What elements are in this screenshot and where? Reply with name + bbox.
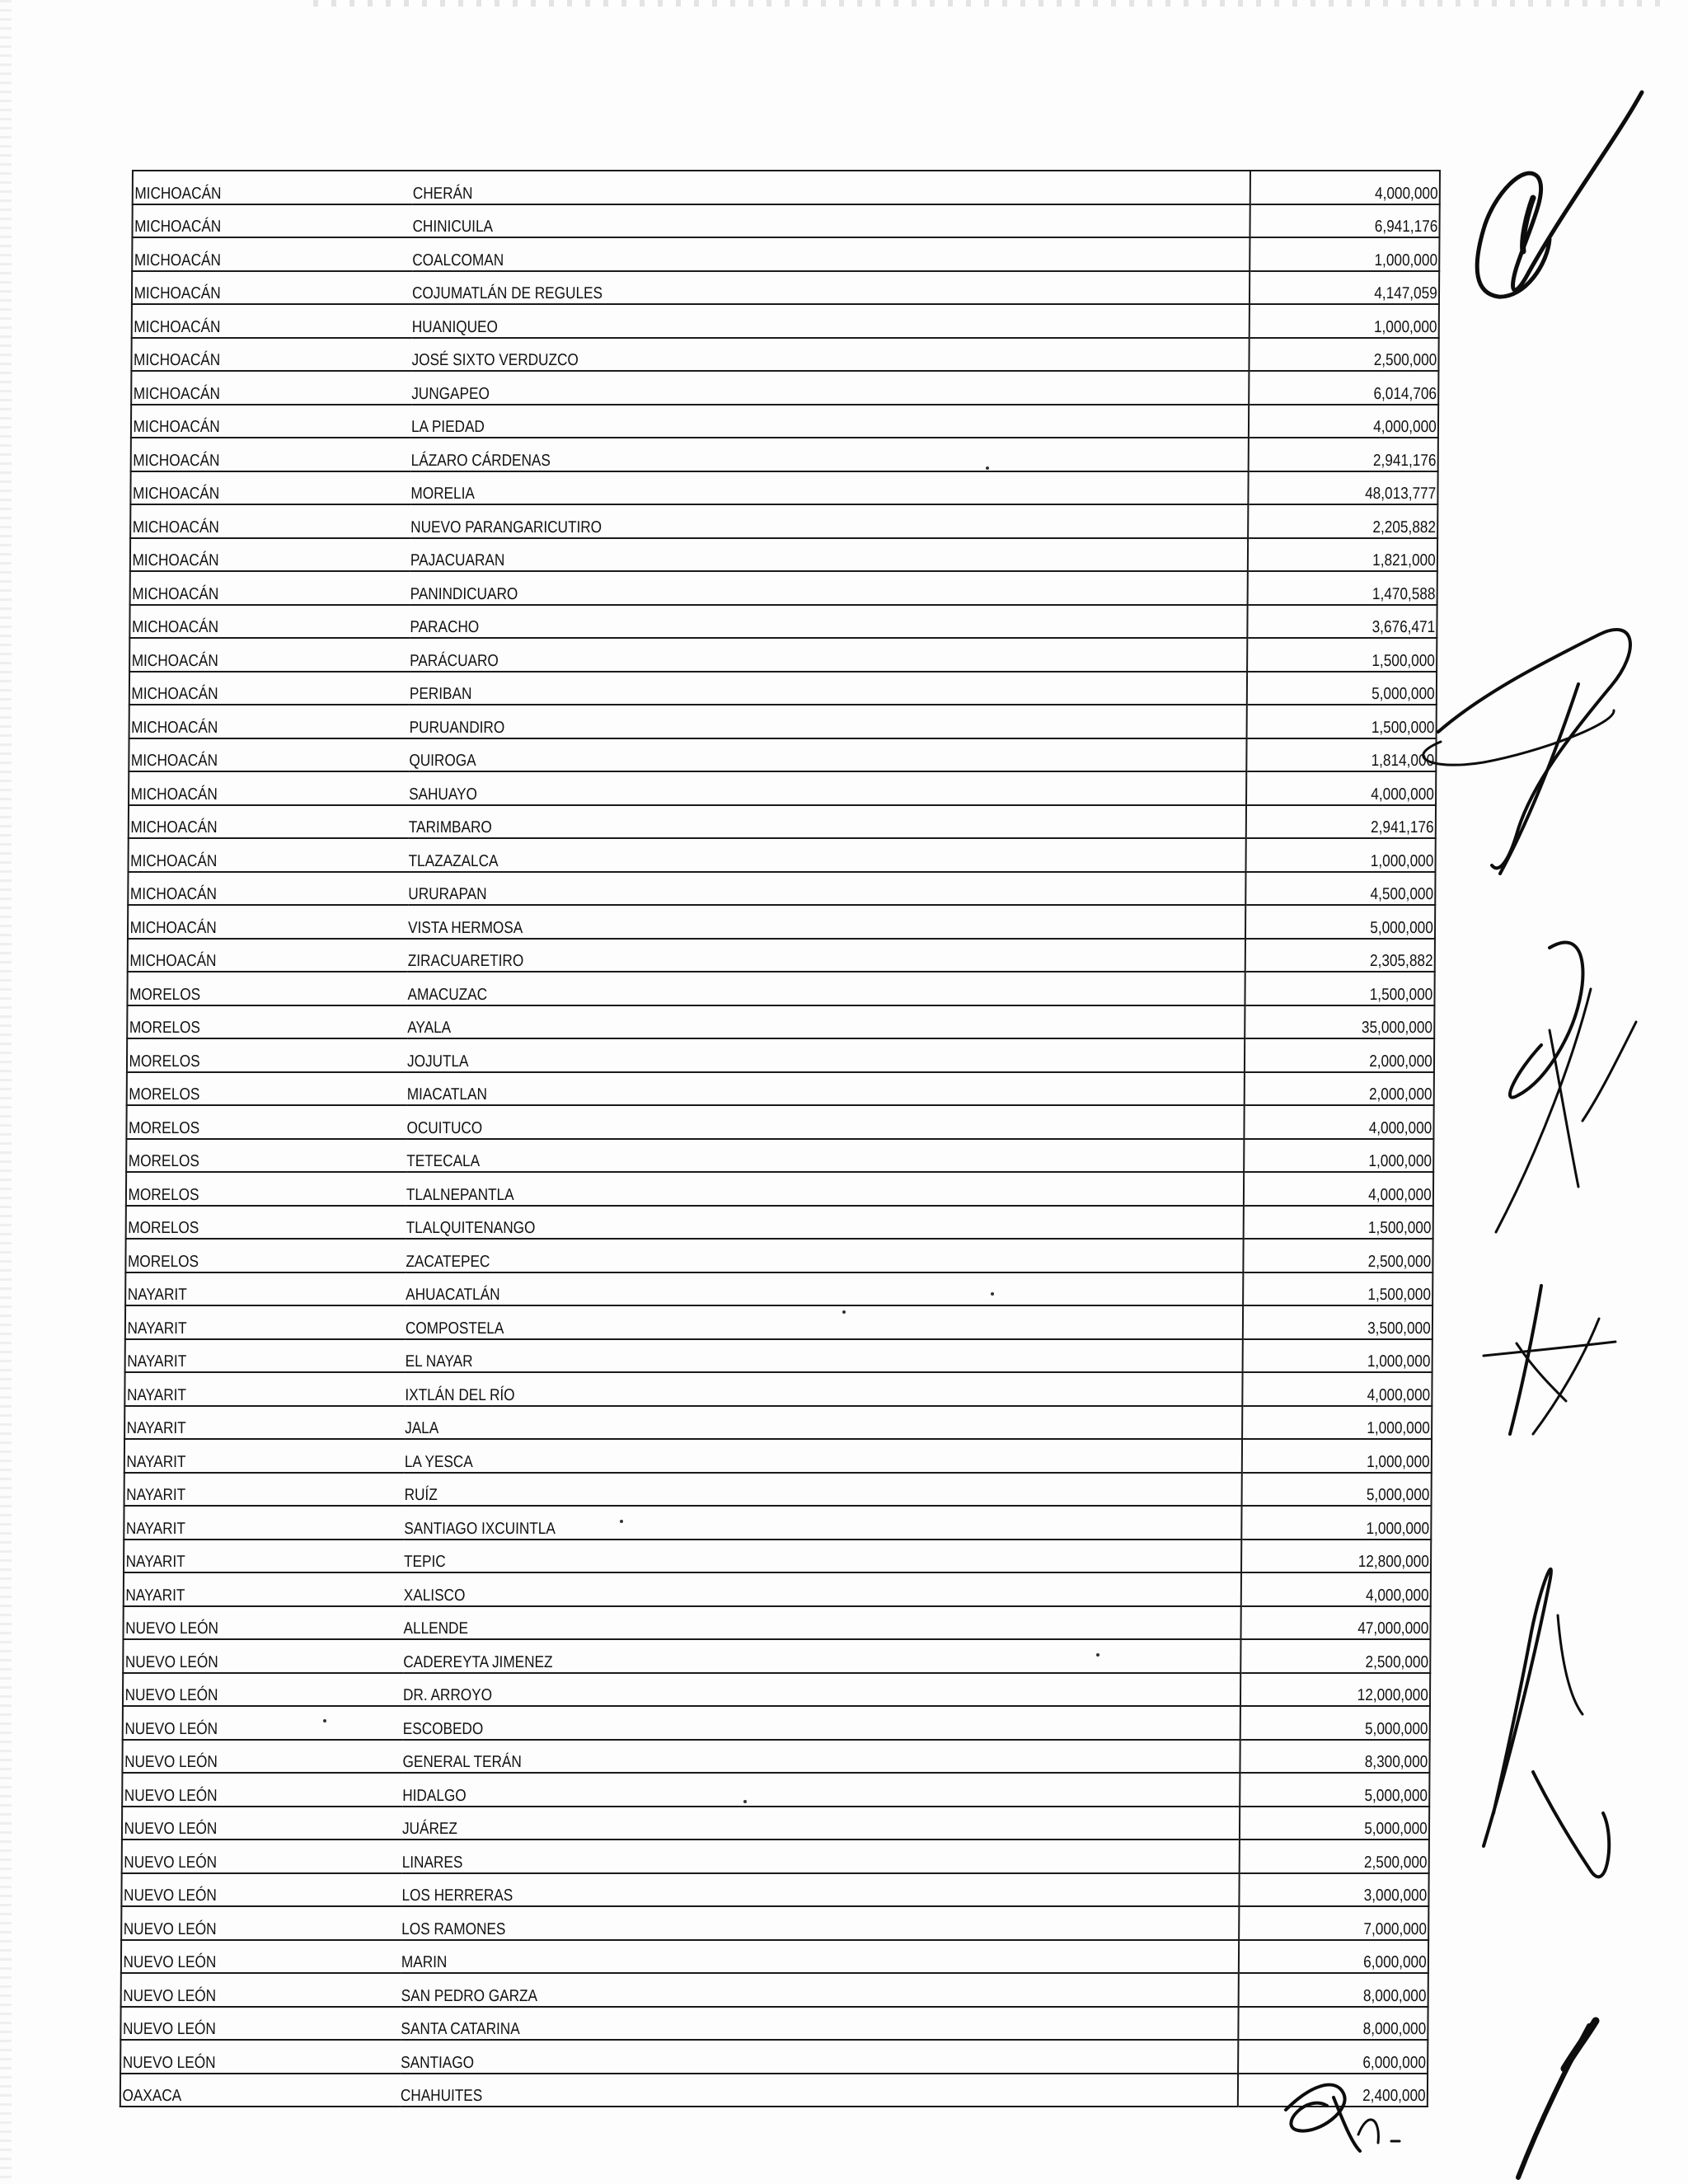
amount-cell: 1,000,000: [1276, 304, 1439, 338]
table-row: [121, 1873, 1428, 1907]
table-row: [124, 1540, 1431, 1573]
amount-cell: 1,470,588: [1273, 571, 1437, 605]
table-row: [129, 838, 1436, 872]
amount-cell: 8,300,000: [1266, 1740, 1429, 1774]
amount-cell: 2,500,000: [1267, 1639, 1430, 1673]
amount-cell: 1,000,000: [1276, 237, 1439, 271]
state-cell: MICHOACÁN: [128, 905, 369, 939]
state-cell: MORELOS: [127, 1005, 368, 1039]
municipality-cell: PAJACUARAN: [410, 538, 1130, 572]
state-cell: MICHOACÁN: [129, 838, 370, 872]
table-row: [124, 1572, 1431, 1606]
state-cell: MICHOACÁN: [131, 338, 373, 372]
amount-cell: 6,014,706: [1275, 371, 1438, 405]
state-cell: MICHOACÁN: [129, 771, 370, 805]
amount-cell: 4,000,000: [1268, 1572, 1431, 1606]
state-cell: MICHOACÁN: [128, 872, 369, 906]
amount-cell: 5,000,000: [1273, 672, 1437, 705]
amount-cell: 4,000,000: [1275, 405, 1438, 438]
municipality-cell: AMACUZAC: [408, 972, 1128, 1005]
municipality-cell: PANINDICUARO: [410, 571, 1130, 605]
state-cell: NAYARIT: [124, 1439, 366, 1473]
municipality-cell: HIDALGO: [403, 1773, 1123, 1807]
table-row: [131, 371, 1438, 405]
table-row: [124, 1372, 1432, 1406]
state-cell: MORELOS: [126, 1206, 368, 1240]
table-row: [131, 338, 1438, 372]
state-cell: NUEVO LEÓN: [122, 1740, 363, 1774]
state-cell: MICHOACÁN: [131, 405, 373, 438]
table-row: [122, 1807, 1429, 1840]
table-row: [127, 1038, 1434, 1072]
allocation-table-body: [120, 171, 1440, 2107]
state-cell: MORELOS: [127, 1038, 368, 1072]
amount-cell: 8,000,000: [1265, 1973, 1428, 2007]
scan-speck: [620, 1520, 623, 1523]
amount-cell: 12,800,000: [1268, 1540, 1431, 1573]
table-row: [131, 438, 1438, 471]
amount-cell: 1,000,000: [1270, 1139, 1433, 1173]
municipality-cell: LOS RAMONES: [402, 1906, 1122, 1940]
amount-cell: 1,000,000: [1268, 1439, 1432, 1473]
municipality-cell: RUÍZ: [405, 1473, 1124, 1507]
state-cell: NAYARIT: [124, 1506, 365, 1540]
amount-cell: 6,000,000: [1265, 1940, 1428, 1974]
state-cell: NUEVO LEÓN: [122, 1773, 363, 1807]
amount-cell: 1,500,000: [1271, 972, 1434, 1005]
state-cell: NUEVO LEÓN: [122, 1840, 363, 1873]
municipality-cell: SANTIAGO: [401, 2040, 1121, 2074]
table-row: [120, 2074, 1428, 2107]
municipality-cell: SANTA CATARINA: [401, 2007, 1121, 2041]
table-row: [120, 2040, 1428, 2074]
state-cell: NUEVO LEÓN: [120, 2040, 362, 2074]
state-cell: MICHOACÁN: [129, 605, 371, 639]
amount-cell: 6,000,000: [1264, 2040, 1428, 2074]
municipality-cell: PARÁCUARO: [410, 638, 1129, 672]
state-cell: MICHOACÁN: [130, 471, 372, 505]
amount-cell: 48,013,777: [1274, 471, 1437, 505]
table-row: [126, 1139, 1433, 1173]
amount-cell: 5,000,000: [1266, 1807, 1429, 1840]
state-cell: MORELOS: [126, 1105, 368, 1139]
municipality-cell: CHAHUITES: [401, 2074, 1120, 2107]
municipality-cell: ZIRACUARETIRO: [408, 939, 1128, 972]
table-row: [125, 1305, 1432, 1339]
amount-cell: 2,941,176: [1273, 805, 1436, 839]
table-row: [124, 1406, 1432, 1440]
municipality-cell: NUEVO PARANGARICUTIRO: [411, 504, 1131, 538]
scan-speck: [991, 1292, 994, 1296]
table-row: [130, 504, 1437, 538]
municipality-cell: PERIBAN: [410, 672, 1129, 705]
amount-cell: 1,821,000: [1274, 538, 1437, 572]
scan-speck: [842, 1310, 846, 1314]
table-row: [122, 1840, 1429, 1873]
state-cell: NUEVO LEÓN: [121, 1940, 363, 1974]
state-cell: NAYARIT: [125, 1305, 367, 1339]
amount-cell: 4,000,000: [1273, 771, 1436, 805]
state-cell: NUEVO LEÓN: [122, 1807, 363, 1840]
municipality-cell: PARACHO: [410, 605, 1130, 639]
table-row: [126, 1172, 1433, 1206]
state-cell: NAYARIT: [124, 1540, 365, 1573]
table-row: [125, 1272, 1432, 1306]
amount-cell: 3,676,471: [1273, 605, 1437, 639]
table-row: [128, 905, 1435, 939]
amount-cell: 6,941,176: [1276, 204, 1439, 238]
state-cell: MICHOACÁN: [130, 571, 372, 605]
scan-speck: [743, 1800, 747, 1803]
amount-cell: 1,000,000: [1268, 1506, 1431, 1540]
amount-cell: 1,500,000: [1269, 1272, 1432, 1306]
municipality-cell: JOJUTLA: [407, 1038, 1127, 1072]
table-row: [125, 1239, 1432, 1272]
table-row: [125, 1339, 1432, 1373]
amount-cell: 4,000,000: [1277, 171, 1440, 204]
amount-cell: 5,000,000: [1272, 905, 1435, 939]
table-row: [124, 1439, 1432, 1473]
municipality-cell: CHINICUILA: [413, 204, 1132, 238]
state-cell: MICHOACÁN: [132, 271, 373, 305]
table-row: [129, 738, 1436, 772]
municipality-cell: IXTLÁN DEL RÍO: [406, 1372, 1125, 1406]
amount-cell: 2,400,000: [1264, 2074, 1428, 2107]
amount-cell: 1,000,000: [1268, 1406, 1432, 1440]
table-row: [122, 1773, 1429, 1807]
municipality-cell: TLALQUITENANGO: [406, 1206, 1126, 1240]
municipality-cell: LA YESCA: [405, 1439, 1124, 1473]
amount-cell: 2,000,000: [1271, 1072, 1434, 1106]
amount-cell: 2,500,000: [1275, 338, 1438, 372]
municipality-cell: JOSÉ SIXTO VERDUZCO: [412, 338, 1132, 372]
table-row: [129, 771, 1436, 805]
state-cell: MICHOACÁN: [129, 638, 371, 672]
amount-cell: 3,000,000: [1265, 1873, 1428, 1907]
municipality-cell: MORELIA: [411, 471, 1131, 505]
table-row: [121, 1973, 1428, 2007]
state-cell: OAXACA: [120, 2074, 362, 2107]
state-cell: MICHOACÁN: [131, 438, 373, 471]
municipality-cell: TLAZAZALCA: [409, 838, 1128, 872]
table-row: [126, 1105, 1433, 1139]
municipality-cell: TLALNEPANTLA: [406, 1172, 1126, 1206]
municipality-cell: COALCOMAN: [413, 237, 1132, 271]
municipality-cell: LOS HERRERAS: [402, 1873, 1122, 1907]
municipality-cell: CHERÁN: [413, 171, 1132, 204]
state-cell: NUEVO LEÓN: [123, 1606, 364, 1640]
amount-cell: 1,500,000: [1273, 705, 1436, 738]
state-cell: NUEVO LEÓN: [121, 1873, 363, 1907]
municipality-cell: DR. ARROYO: [403, 1673, 1123, 1707]
state-cell: MICHOACÁN: [132, 304, 373, 338]
table-row: [130, 571, 1437, 605]
municipality-cell: JALA: [405, 1406, 1124, 1440]
table-row: [130, 471, 1437, 505]
table-row: [123, 1673, 1430, 1707]
state-cell: MICHOACÁN: [128, 939, 369, 972]
table-row: [128, 939, 1435, 972]
state-cell: MORELOS: [125, 1239, 367, 1272]
table-row: [132, 271, 1439, 305]
municipality-cell: TETECALA: [407, 1139, 1127, 1173]
state-cell: MICHOACÁN: [132, 204, 373, 238]
municipality-cell: OCUITUCO: [407, 1105, 1127, 1139]
amount-cell: 4,000,000: [1270, 1172, 1433, 1206]
amount-cell: 3,500,000: [1269, 1305, 1432, 1339]
amount-cell: 4,000,000: [1268, 1372, 1432, 1406]
municipality-cell: LINARES: [402, 1840, 1122, 1873]
municipality-cell: ALLENDE: [404, 1606, 1123, 1640]
state-cell: MORELOS: [126, 1139, 368, 1173]
table-row: [126, 1206, 1433, 1240]
amount-cell: 2,941,176: [1275, 438, 1438, 471]
municipality-cell: EL NAYAR: [406, 1339, 1125, 1373]
state-cell: NUEVO LEÓN: [123, 1639, 364, 1673]
allocation-table: [120, 170, 1441, 2107]
amount-cell: 1,000,000: [1272, 838, 1435, 872]
state-cell: MICHOACÁN: [133, 171, 374, 204]
table-row: [130, 538, 1437, 572]
municipality-cell: VISTA HERMOSA: [408, 905, 1128, 939]
table-row: [129, 638, 1437, 672]
state-cell: NUEVO LEÓN: [121, 1973, 363, 2007]
table-row: [123, 1639, 1430, 1673]
municipality-cell: HUANIQUEO: [412, 304, 1132, 338]
table-row: [127, 1072, 1434, 1106]
amount-cell: 1,500,000: [1270, 1206, 1433, 1240]
amount-cell: 2,000,000: [1271, 1038, 1434, 1072]
municipality-cell: TARIMBARO: [409, 805, 1128, 839]
scan-speck: [323, 1719, 326, 1722]
table-row: [123, 1706, 1430, 1740]
amount-cell: 47,000,000: [1267, 1606, 1430, 1640]
table-row: [132, 237, 1439, 271]
amount-cell: 2,500,000: [1269, 1239, 1432, 1272]
state-cell: NUEVO LEÓN: [123, 1706, 364, 1740]
state-cell: MORELOS: [127, 972, 368, 1005]
table-row: [129, 672, 1437, 705]
table-row: [124, 1473, 1432, 1507]
scan-edge-noise: [0, 0, 12, 2184]
municipality-cell: LA PIEDAD: [411, 405, 1131, 438]
municipality-cell: QUIROGA: [410, 738, 1129, 772]
amount-cell: 1,000,000: [1268, 1339, 1432, 1373]
amount-cell: 2,205,882: [1274, 504, 1437, 538]
state-cell: NAYARIT: [124, 1406, 366, 1440]
state-cell: NUEVO LEÓN: [120, 2007, 362, 2041]
table-row: [124, 1506, 1431, 1540]
municipality-cell: MIACATLAN: [407, 1072, 1127, 1106]
amount-cell: 5,000,000: [1268, 1473, 1431, 1507]
table-row: [121, 1940, 1428, 1974]
table-row: [127, 1005, 1434, 1039]
table-row: [129, 605, 1437, 639]
state-cell: NAYARIT: [124, 1473, 366, 1507]
table-row: [132, 304, 1439, 338]
municipality-cell: XALISCO: [404, 1572, 1123, 1606]
amount-cell: 4,147,059: [1276, 271, 1439, 305]
municipality-cell: ESCOBEDO: [403, 1706, 1123, 1740]
municipality-cell: JUÁREZ: [402, 1807, 1122, 1840]
amount-cell: 1,500,000: [1273, 638, 1437, 672]
municipality-cell: GENERAL TERÁN: [403, 1740, 1123, 1774]
amount-cell: 2,500,000: [1266, 1840, 1429, 1873]
municipality-cell: PURUANDIRO: [410, 705, 1129, 738]
state-cell: MICHOACÁN: [129, 805, 370, 839]
municipality-cell: SAN PEDRO GARZA: [401, 1973, 1121, 2007]
table-row: [128, 872, 1435, 906]
state-cell: NUEVO LEÓN: [121, 1906, 363, 1940]
state-cell: MICHOACÁN: [130, 538, 372, 572]
state-cell: MORELOS: [126, 1172, 368, 1206]
state-cell: NUEVO LEÓN: [123, 1673, 364, 1707]
municipality-cell: ZACATEPEC: [406, 1239, 1126, 1272]
table-row: [132, 204, 1439, 238]
table-row: [123, 1606, 1430, 1640]
table-row: [121, 1906, 1428, 1940]
amount-cell: 1,814,000: [1273, 738, 1436, 772]
state-cell: MICHOACÁN: [129, 738, 370, 772]
table-row: [129, 805, 1436, 839]
municipality-cell: AHUACATLÁN: [406, 1272, 1126, 1306]
state-cell: NAYARIT: [125, 1339, 367, 1373]
amount-cell: 4,500,000: [1272, 872, 1435, 906]
amount-cell: 8,000,000: [1264, 2007, 1428, 2041]
scan-speck: [1096, 1653, 1100, 1657]
amount-cell: 5,000,000: [1267, 1706, 1430, 1740]
scan-top-noise: [313, 0, 1665, 7]
municipality-cell: AYALA: [408, 1005, 1128, 1039]
scan-speck: [986, 466, 989, 470]
amount-cell: 5,000,000: [1266, 1773, 1429, 1807]
municipality-cell: JUNGAPEO: [412, 371, 1132, 405]
municipality-cell: LÁZARO CÁRDENAS: [411, 438, 1131, 471]
table-row: [131, 405, 1438, 438]
municipality-cell: MARIN: [401, 1940, 1121, 1974]
state-cell: MICHOACÁN: [131, 371, 373, 405]
state-cell: NAYARIT: [124, 1372, 366, 1406]
municipality-cell: SANTIAGO IXCUINTLA: [405, 1506, 1124, 1540]
table-row: [122, 1740, 1429, 1774]
amount-cell: 7,000,000: [1265, 1906, 1428, 1940]
municipality-cell: TEPIC: [404, 1540, 1123, 1573]
municipality-cell: COMPOSTELA: [406, 1305, 1125, 1339]
state-cell: NAYARIT: [125, 1272, 367, 1306]
state-cell: MICHOACÁN: [129, 672, 371, 705]
state-cell: MICHOACÁN: [129, 705, 371, 738]
table-row: [133, 171, 1440, 204]
table-row: [127, 972, 1434, 1005]
municipality-cell: CADEREYTA JIMENEZ: [404, 1639, 1123, 1673]
state-cell: NAYARIT: [124, 1572, 365, 1606]
municipality-cell: COJUMATLÁN DE REGULES: [412, 271, 1132, 305]
table-row: [129, 705, 1437, 738]
state-cell: MICHOACÁN: [132, 237, 373, 271]
table-row: [120, 2007, 1428, 2041]
municipality-cell: URURAPAN: [409, 872, 1128, 906]
state-cell: MICHOACÁN: [130, 504, 372, 538]
amount-cell: 12,000,000: [1267, 1673, 1430, 1707]
amount-cell: 35,000,000: [1271, 1005, 1434, 1039]
amount-cell: 2,305,882: [1272, 939, 1435, 972]
municipality-cell: SAHUAYO: [409, 771, 1128, 805]
amount-cell: 4,000,000: [1270, 1105, 1433, 1139]
state-cell: MORELOS: [127, 1072, 368, 1106]
